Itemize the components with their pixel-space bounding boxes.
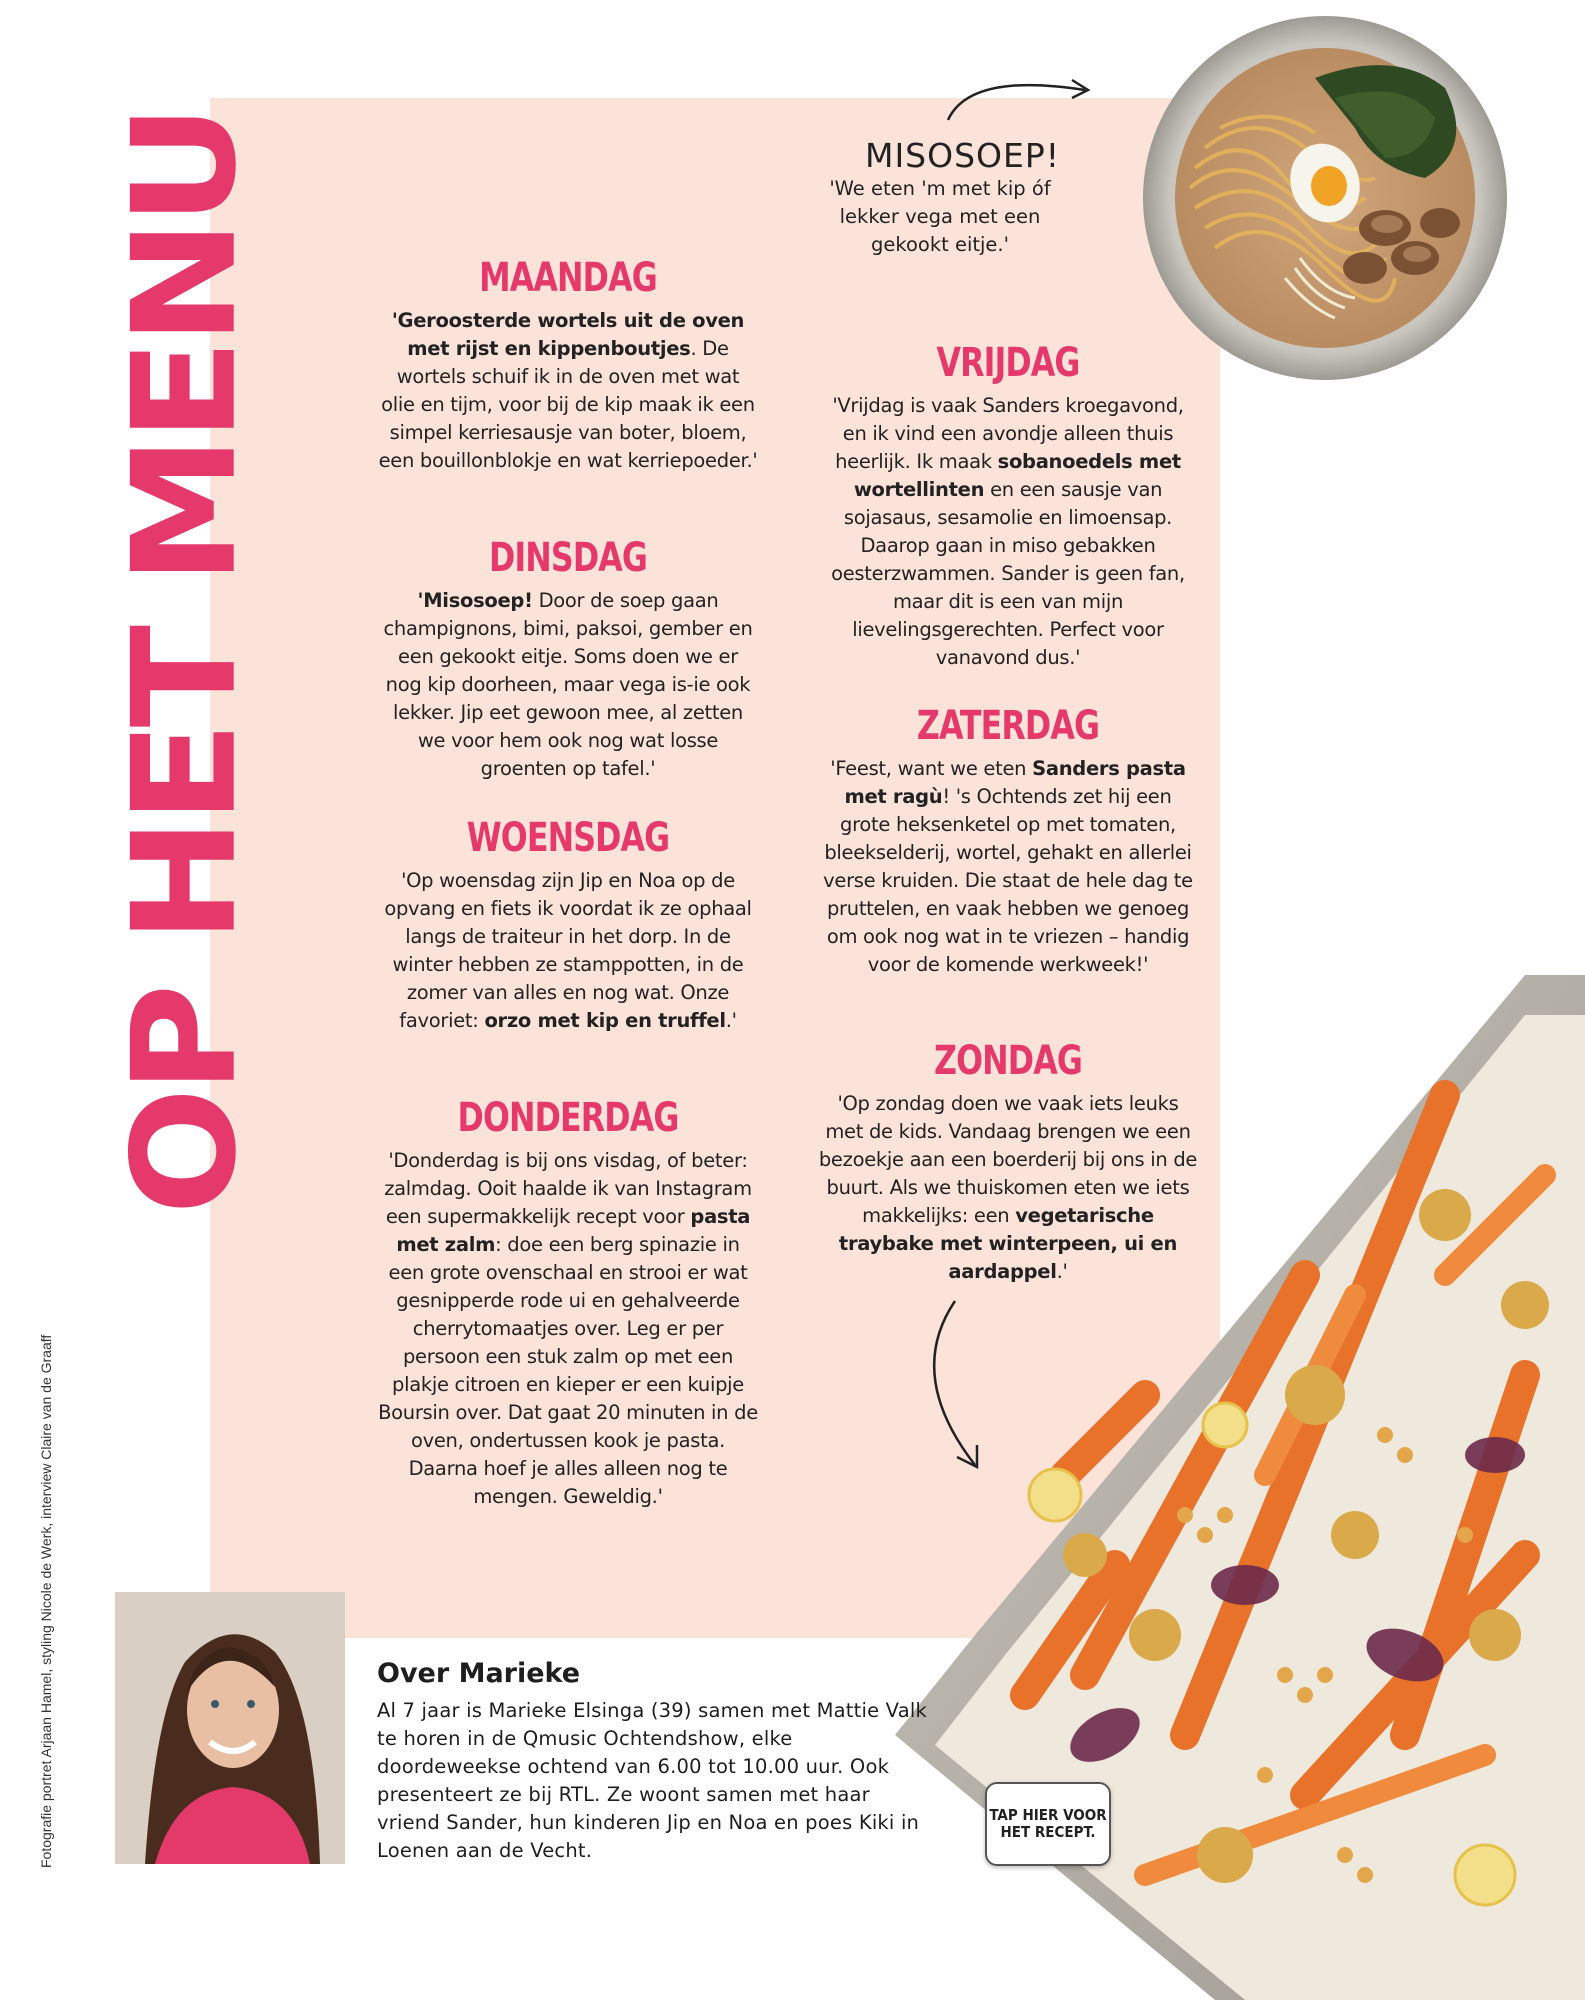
day-text [378,587,758,783]
day-text [378,1147,758,1511]
day-maandag [378,255,758,475]
day-donderdag [378,1095,758,1511]
day-text-body: 'Op woensdag zijn Jip en Noa op de opvang en fiets ik voordat ik ze ophaal langs de traiteur in het dorp. In de winter hebben ze stamppotten, in de zomer van alles en nog wat. Onze favoriet: [384,869,752,1032]
dish-name: orzo met kip en truffel [484,1009,726,1032]
day-heading: DINSDAG [488,535,648,581]
day-heading: WOENSDAG [466,815,670,861]
day-heading: ZATERDAG [916,703,1100,749]
day-zaterdag [818,703,1198,979]
day-text-end: ! 's Ochtends zet hij een grote heksenketel op met tomaten, bleekselderij, wortel, gehakt en allerlei verse kruiden. Die staat de hele dag te pruttelen, en vaak hebben we genoeg om ook nog wat in te vriezen – handig voor de komende werkweek!' [823,785,1193,976]
misosoep-photo [1085,8,1565,388]
day-dinsdag [378,535,758,783]
day-text [378,867,758,1035]
misosoep-caption [820,136,1060,259]
day-vrijdag [818,340,1198,672]
day-text-body: Door de soep gaan champignons, bimi, paksoi, gember en een gekookt eitje. Soms doen we er nog kip doorheen, maar vega is-ie ook lekker. Jip eet gewoon mee, al zetten we voor hem ook nog wat losse groenten op tafel.' [383,589,753,780]
dish-name: pasta met zalm [396,1205,751,1256]
day-heading: MAANDAG [479,255,657,301]
misosoep-caption-title: MISOSOEP! [864,136,1060,175]
photo-credit: Fotografie portret Arjaan Hamel, styling Nicole de Werk, interview Claire van de Graaff [38,1334,54,1868]
day-text [818,392,1198,672]
about-text: Al 7 jaar is Marieke Elsinga (39) samen met Mattie Valk te horen in de Qmusic Ochtendshow, elke doordeweekse ochtend van 6.00 tot 10.00 uur. Ook presenteert ze bij RTL. Ze woont samen met haar vriend Sander, hun kinderen Jip en Noa en poes Kiki in Loenen aan de Vecht. [377,1699,927,1862]
day-heading: DONDERDAG [457,1095,679,1141]
day-text-body: 'Donderdag is bij ons visdag, of beter: zalmdag. Ooit haalde ik van Instagram een supermakkelijk recept voor [384,1149,752,1228]
day-text-body: 'Feest, want we eten [830,757,1033,780]
day-heading: VRIJDAG [936,340,1080,386]
dish-name: 'Geroosterde wortels uit de oven met rijst en kippenboutjes [391,309,745,360]
day-text-end: .' [1056,1260,1068,1283]
day-heading: ZONDAG [934,1038,1082,1084]
day-text-end: en een sausje van sojasaus, sesamolie en limoensap. Daarop gaan in miso gebakken oesterzwammen. Sander is geen fan, maar dit is een van mijn lievelingsgerechten. Perfect voor vanavond dus.' [831,478,1185,669]
day-text-body: . De wortels schuif ik in de oven met wat olie en tijm, voor bij de kip maak ik een simpel kerriesausje van boter, bloem, een bouillonblokje en wat kerriepoeder.' [378,337,758,472]
day-text-body: 'Op zondag doen we vaak iets leuks met de kids. Vandaag brengen we een bezoekje aan een boerderij bij ons in de buurt. Als we thuiskomen eten we iets makkelijks: een [818,1092,1198,1227]
recipe-link-button[interactable]: TAP HIER VOOR HET RECEPT. [985,1782,1111,1866]
day-woensdag [378,815,758,1035]
dish-name: sobanoedels met wortellinten [853,450,1181,501]
marieke-portrait [115,1592,345,1864]
arrow-to-misosoep-icon [940,64,1100,128]
day-text-end: : doe een berg spinazie in een grote ovenschaal en strooi er wat gesnipperde rode ui en gehalveerde cherrytomaatjes over. Leg er per persoon een stuk zalm op met een plakje citroen en kieper er een kuipje Boursin over. Dat gaat 20 minuten in de oven, ondertussen kook je pasta. Daarna hoef je alles alleen nog te mengen. Geweldig.' [378,1233,758,1508]
dish-name: 'Misosoep! [417,589,533,612]
day-text [818,755,1198,979]
day-text-end: .' [725,1009,737,1032]
day-text [378,307,758,475]
dish-name: vegetarische traybake met winterpeen, ui en aardappel [838,1204,1178,1283]
day-text-body: 'Vrijdag is vaak Sanders kroegavond, en ik vind een avondje alleen thuis heerlijk. Ik maak [832,394,1184,473]
page-title: OP HET MENU [102,109,268,1215]
dish-name: Sanders pasta met ragù [844,757,1186,808]
about-heading: Over Marieke [377,1658,581,1689]
about-section [377,1658,937,1865]
misosoep-caption-quote: 'We eten 'm met kip óf lekker vega met een gekookt eitje.' [829,177,1051,256]
portrait-image [115,1592,345,1864]
